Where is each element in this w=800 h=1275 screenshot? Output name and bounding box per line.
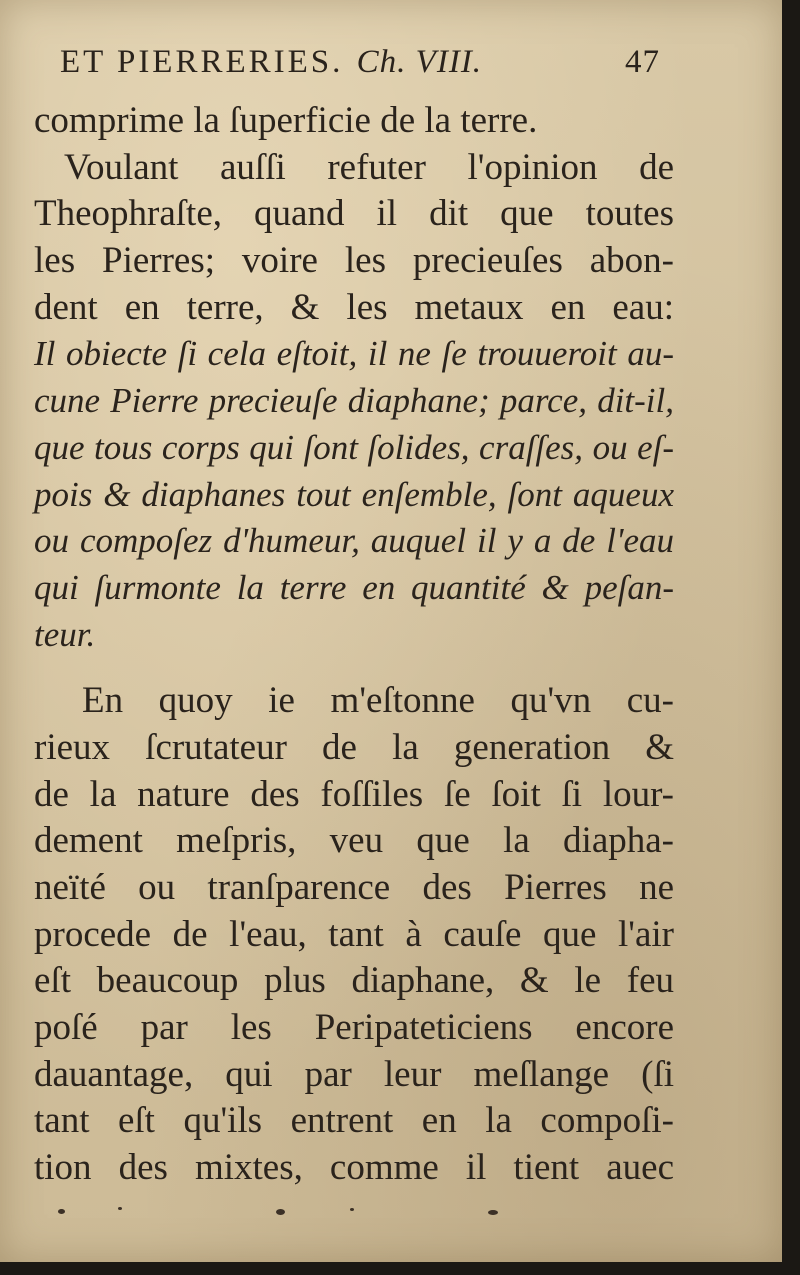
text-line: Il obiecte ſi cela eſtoit, il ne ſe trouueroit au- bbox=[34, 334, 674, 374]
text-line: neïté ou tranſparence des Pierres ne bbox=[34, 867, 674, 908]
text-line: de la nature des foſſiles ſe ſoit ſi lour- bbox=[34, 773, 674, 815]
text-line: les Pierres; voire les precieuſes abon- bbox=[34, 240, 674, 282]
text-line: En quoy ie m'eſtonne qu'vn cu- bbox=[82, 680, 674, 722]
text-line: dent en terre, & les metaux en eau: bbox=[34, 286, 674, 328]
text-line: qui ſurmonte la terre en quantité & peſan- bbox=[34, 567, 674, 607]
page-number: 47 bbox=[625, 44, 660, 80]
running-head bbox=[60, 44, 660, 94]
bottom-ink-marks bbox=[50, 1205, 680, 1225]
text-line: cune Pierre precieuſe diaphane; parce, dit-il, bbox=[34, 381, 674, 421]
text-line: dement meſpris, veu que la diapha- bbox=[34, 820, 674, 862]
text-line: Voulant auſſi refuter l'opinion de bbox=[64, 146, 674, 188]
text-line: tion des mixtes, comme il tient auec bbox=[34, 1147, 674, 1189]
text-line: tant eſt qu'ils entrent en la compoſi- bbox=[34, 1100, 674, 1142]
chapter-label: Ch. VIII. bbox=[356, 44, 483, 80]
text-line: dauantage, qui par leur meſlange (ſi bbox=[34, 1053, 674, 1095]
text-line: que tous corps qui ſont ſolides, craſſes, ou eſ- bbox=[34, 427, 674, 467]
text-line: eſt beaucoup plus diaphane, & le feu bbox=[34, 960, 674, 1002]
running-head-title: ET PIERRERIES. bbox=[60, 44, 344, 80]
text-line: comprime la ſuperficie de la terre. bbox=[34, 100, 538, 141]
text-line: ou compoſez d'humeur, auquel il y a de l'eau bbox=[34, 521, 674, 561]
text-line: pois & diaphanes tout enſemble, ſont aqueux bbox=[34, 474, 674, 514]
text-line: teur. bbox=[34, 614, 96, 654]
body-text bbox=[34, 98, 674, 1192]
text-line: rieux ſcrutateur de la generation & bbox=[34, 726, 674, 768]
text-line: procede de l'eau, tant à cauſe que l'air bbox=[34, 913, 674, 955]
text-line: poſé par les Peripateticiens encore bbox=[34, 1007, 674, 1049]
text-line: Theophraſte, quand il dit que toutes bbox=[34, 193, 674, 235]
